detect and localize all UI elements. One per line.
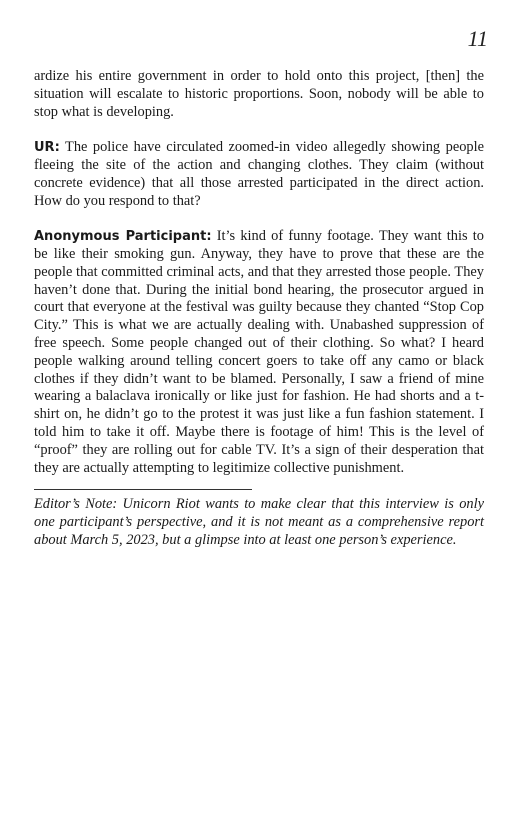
- page-body: [34, 68, 484, 567]
- paragraph-continuation: [34, 68, 484, 121]
- editor-note: Editor’s Note: Unicorn Riot wants to make clear that this interview is only one participant’s perspective, and it is not meant as a comprehensive report about March 5, 2023, but a glimpse into at least one person’s experience.: [34, 496, 484, 548]
- paragraph-answer: [34, 228, 484, 477]
- speaker-label: Anonymous Participant:: [34, 229, 212, 245]
- paragraph-question: [34, 139, 484, 210]
- page-number: 11: [467, 26, 488, 51]
- footnote-divider: [34, 489, 252, 490]
- paragraph-text: ardize his entire government in order to hold onto this project, [then] the situation will escalate to historic proportions. Soon, nobody will be able to stop what is developing.: [34, 68, 484, 120]
- paragraph-text: The police have circulated zoomed-in video allegedly showing people fleeing the site of the action and changing clothes. They claim (without concrete evidence) that all those arrested participated in the direct action. How do you respond to that?: [34, 139, 484, 209]
- speaker-label: UR:: [34, 140, 60, 156]
- paragraph-text: It’s kind of funny footage. They want this to be like their smoking gun. Anyway, they have to prove that these are the people that committed criminal acts, and that they arrested those people. They haven’t done that. During the initial bond hearing, the prosecutor argued in court that everyone at the festival was guilty because they chanted “Stop Cop City.” This is what we are actually dealing with. Unabashed suppression of free speech. Some people changed out of their clothing. So what? I heard people walking around telling concert goers to take off any camo or black clothes if they didn’t want to be blamed. Personally, I saw a friend of mine wearing a balaclava ironically or like just for fashion. He had shorts and a t-shirt on, he didn’t go to the protest it was just like a fun fashion statement. I told him to take it off. Maybe there is footage of him! This is the level of “proof” they are rolling out for cable TV. It’s a sign of their desperation that they are actually attempting to legitimize collective punishment.: [34, 228, 484, 476]
